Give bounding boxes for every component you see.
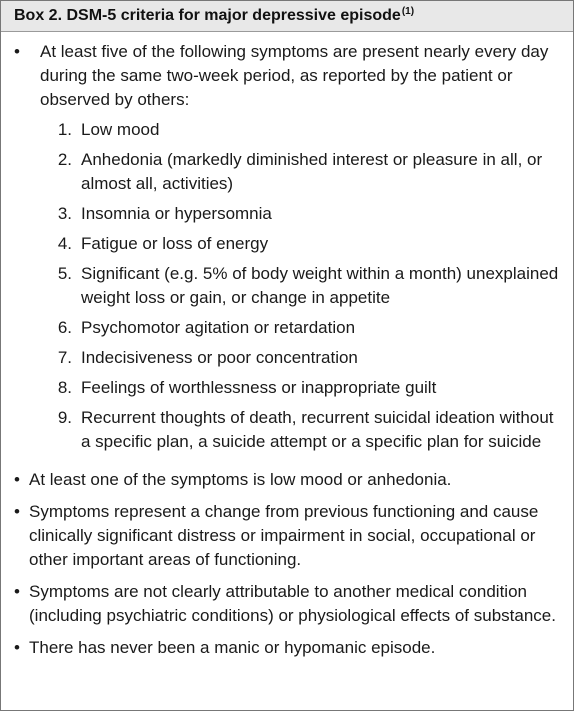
box-title-text: Box 2. DSM-5 criteria for major depressive episode — [14, 7, 401, 24]
symptom-item — [40, 316, 563, 340]
symptom-item — [40, 376, 563, 400]
symptom-number: 8. — [57, 378, 72, 397]
symptom-number: 3. — [57, 204, 72, 223]
box-title — [1, 1, 573, 32]
symptom-item — [40, 148, 563, 196]
criteria-list — [1, 32, 573, 660]
bullet-marker: • — [14, 638, 20, 657]
symptom-item — [40, 232, 563, 256]
symptom-text: Psychomotor agitation or retardation — [81, 318, 356, 337]
symptom-text: Fatigue or loss of energy — [81, 234, 269, 253]
bullet-marker: • — [14, 42, 20, 61]
symptom-list — [40, 118, 563, 454]
symptom-text: Low mood — [81, 120, 160, 139]
symptom-text: Recurrent thoughts of death, recurrent suicidal ideation without a specific plan, a suicide attempt or a specific plan for suicide — [81, 408, 554, 451]
symptom-item — [40, 406, 563, 454]
criterion-item — [11, 636, 563, 660]
symptom-item — [40, 262, 563, 310]
symptom-number: 5. — [57, 264, 72, 283]
symptom-text: Anhedonia (markedly diminished interest or pleasure in all, or almost all, activities) — [81, 150, 543, 193]
criterion-text: At least one of the symptoms is low mood or anhedonia. — [29, 470, 452, 489]
symptom-text: Feelings of worthlessness or inappropriate guilt — [81, 378, 437, 397]
symptom-number: 1. — [57, 120, 72, 139]
citation-marker: (1) — [401, 5, 415, 17]
criterion-item — [11, 468, 563, 492]
symptom-number: 9. — [57, 408, 72, 427]
criterion-text: Symptoms represent a change from previous functioning and cause clinically significant distress or impairment in social, occupational or other important areas of functioning. — [29, 502, 539, 569]
symptom-number: 4. — [57, 234, 72, 253]
bullet-marker: • — [14, 502, 20, 521]
symptom-text: Indecisiveness or poor concentration — [81, 348, 358, 367]
symptom-item — [40, 118, 563, 142]
bullet-marker: • — [14, 582, 20, 601]
symptom-text: Insomnia or hypersomnia — [81, 204, 272, 223]
symptom-text: Significant (e.g. 5% of body weight within a month) unexplained weight loss or gain, or change in appetite — [81, 264, 559, 307]
criterion-text: Symptoms are not clearly attributable to another medical condition (including psychiatric conditions) or physiological effects of substance. — [29, 582, 556, 625]
criterion-item — [11, 500, 563, 572]
symptom-number: 6. — [57, 318, 72, 337]
criterion-item — [11, 40, 563, 460]
criterion-text: At least five of the following symptoms are present nearly every day during the same two-week period, as reported by the patient or observed by others: — [40, 42, 549, 109]
criterion-item — [11, 580, 563, 628]
symptom-number: 7. — [57, 348, 72, 367]
symptom-item — [40, 202, 563, 226]
symptom-number: 2. — [57, 150, 72, 169]
criterion-text: There has never been a manic or hypomanic episode. — [29, 638, 436, 657]
bullet-marker: • — [14, 470, 20, 489]
symptom-item — [40, 346, 563, 370]
